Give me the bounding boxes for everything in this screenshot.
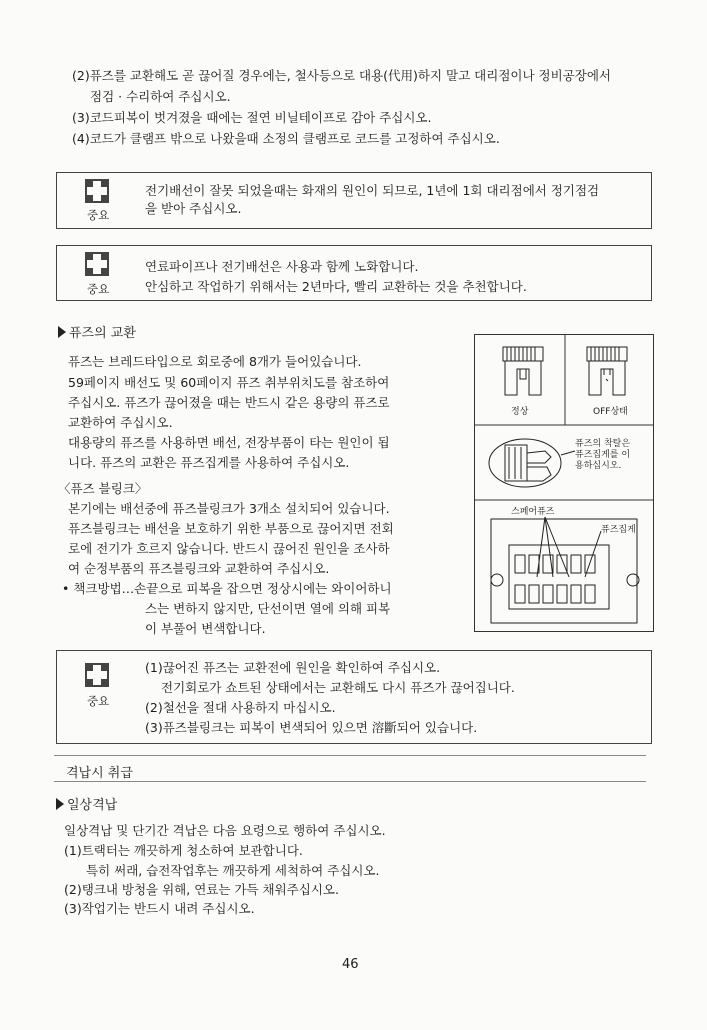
fuse-paragraph-line: 59페이지 배선도 및 60페이지 퓨즈 취부위치도를 참조하여 <box>68 375 390 390</box>
notice-text: 연료파이프나 전기배선은 사용과 함께 노화합니다. <box>145 259 419 274</box>
fuse-paragraph-line: 니다. 퓨즈의 교환은 퓨즈집게를 사용하여 주십시오. <box>68 455 350 470</box>
fuse-paragraph-line: 대용량의 퓨즈를 사용하면 배선, 전장부품이 타는 원인이 됩 <box>68 435 390 450</box>
storage-heading: 격납시 취급 <box>66 766 133 781</box>
fuse-clip-hand-icon <box>489 439 575 487</box>
fuse-link-line: • 책크방법…손끝으로 피복을 잡으면 정상시에는 와이어하니 <box>62 581 392 596</box>
important-label: 중요 <box>87 282 110 296</box>
notice-text: 을 받아 주십시오. <box>145 201 242 216</box>
daily-line: (3)작업기는 반드시 내려 주십시오. <box>64 901 255 916</box>
fuse-link-line: 여 순정부품의 퓨즈블링크와 교환하여 주십시오. <box>68 561 330 576</box>
fuse-paragraph-line: 교환하여 주십시오. <box>68 415 173 430</box>
fuse-paragraph-line: 주십시오. 퓨즈가 끊어졌을 때는 반드시 같은 용량의 퓨즈로 <box>68 395 390 410</box>
clip-note-line: 퓨즈의 착탈은 <box>575 439 631 449</box>
normal-label: 정상 <box>511 407 529 417</box>
divider <box>54 781 646 782</box>
list-item-2-continued: 점검 · 수리하여 주십시오. <box>90 89 231 104</box>
important-label: 중요 <box>87 208 110 222</box>
list-item-3: (3)코드피복이 벗겨졌을 때에는 절연 비닐테이프로 감아 주십시오. <box>72 110 432 125</box>
section-title-daily: 일상격납 <box>56 794 117 813</box>
list-item-2: (2)퓨즈를 교환해도 곧 끊어질 경우에는, 철사등으로 대용(代用)하지 말고 대리점이나 정비공장에서 <box>72 68 611 83</box>
notice-box-3 <box>56 650 652 744</box>
daily-line: 특히 써래, 습전작업후는 깨끗하게 세척하여 주십시오. <box>86 863 380 878</box>
important-icon <box>85 252 109 276</box>
fuse-link-line: 스는 변하지 않지만, 단선이면 열에 의해 피복 <box>145 601 391 616</box>
daily-line: (2)탱크내 방청을 위해, 연료는 가득 채워주십시오. <box>64 882 339 897</box>
spare-fuse-label: 스페어퓨즈 <box>511 507 555 517</box>
important-icon <box>85 179 109 203</box>
notice-text: (1)끊어진 퓨즈는 교환전에 원인을 확인하여 주십시오. <box>145 660 441 675</box>
important-label: 중요 <box>87 694 110 708</box>
daily-line: 일상격납 및 단기간 격납은 다음 요령으로 행하여 주십시오. <box>64 823 386 838</box>
clip-note-line: 퓨즈집게를 이 <box>575 450 631 460</box>
normal-fuse-icon <box>503 347 543 395</box>
section-title-fuse: 퓨즈의 교환 <box>58 322 136 341</box>
notice-text: 전기배선이 잘못 되었을때는 화재의 원인이 되므로, 1년에 1회 대리점에서 정기점검 <box>145 183 600 198</box>
notice-box-2 <box>56 245 652 301</box>
notice-text: 전기회로가 쇼트된 상태에서는 교환해도 다시 퓨즈가 끊어집니다. <box>161 680 515 695</box>
fuse-diagram-svg <box>475 335 653 631</box>
off-label: OFF상태 <box>593 407 628 417</box>
notice-box-1 <box>56 172 652 229</box>
triangle-bullet-icon <box>56 798 64 810</box>
important-icon <box>85 663 109 687</box>
fuse-clip-label: 퓨즈집게 <box>601 525 636 535</box>
fuse-link-line: 이 부풀어 변색합니다. <box>145 621 266 636</box>
notice-text: (3)퓨즈블링크는 피복이 변색되어 있으면 溶斷되어 있습니다. <box>145 720 478 735</box>
clip-note-line: 용하십시오. <box>575 461 622 471</box>
fuse-paragraph-line: 퓨즈는 브레드타입으로 회로중에 8개가 들어있습니다. <box>68 354 362 369</box>
fuse-link-line: 로에 전기가 흐르지 않습니다. 반드시 끊어진 원인을 조사하 <box>68 541 390 556</box>
page-number: 46 <box>342 957 359 972</box>
triangle-bullet-icon <box>58 326 66 338</box>
list-item-4: (4)코드가 클램프 밖으로 나왔을때 소정의 클램프로 코드를 고정하여 주십시오. <box>72 131 500 146</box>
fuse-figure <box>474 334 654 632</box>
blown-fuse-icon <box>587 347 627 395</box>
daily-line: (1)트랙터는 깨끗하게 청소하여 보관합니다. <box>64 843 303 858</box>
fuse-link-title: 〈퓨즈 블링크〉 <box>58 481 148 496</box>
notice-text: (2)철선을 절대 사용하지 마십시오. <box>145 700 336 715</box>
fuse-link-line: 퓨즈블링크는 배선을 보호하기 위한 부품으로 끊어지면 전회 <box>68 521 394 536</box>
divider <box>54 755 646 756</box>
fuse-link-line: 본기에는 배선중에 퓨즈블링크가 3개소 설치되어 있습니다. <box>68 501 390 516</box>
notice-text: 안심하고 작업하기 위해서는 2년마다, 빨리 교환하는 것을 추천합니다. <box>145 279 527 294</box>
